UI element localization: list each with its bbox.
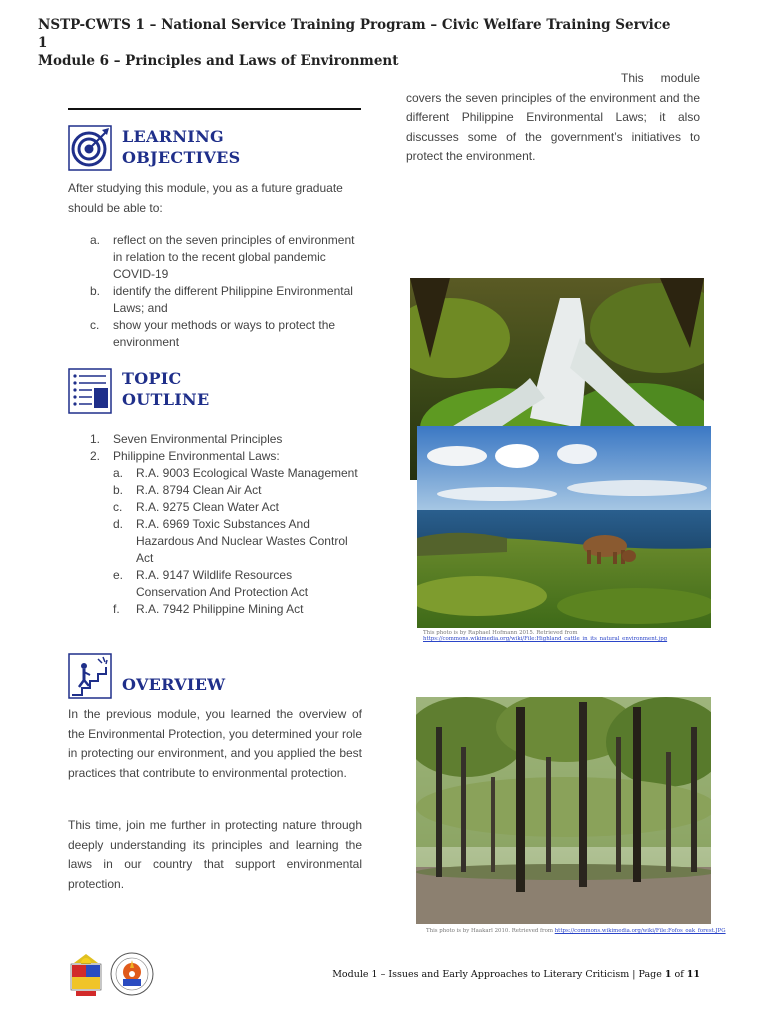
section-divider — [68, 108, 361, 110]
list-item: 2. Philippine Environmental Laws: — [90, 449, 280, 463]
overview-paragraph-1: In the previous module, you learned the overview of the Environmental Protection, you determined your role in protecting our environment, and you applied the best practices that contribute to environmental protection. — [68, 707, 362, 780]
page-number: 1 — [664, 969, 672, 980]
seal-logo — [66, 951, 106, 1002]
list-item: e. R.A. 9147 Wildlife Resources Conservation And Protection Act — [113, 568, 309, 599]
highland-cattle-photo — [417, 426, 711, 628]
list-item: c. R.A. 9275 Clean Water Act — [113, 500, 279, 514]
header-course-number: 1 — [38, 35, 48, 51]
topic-outline-list — [68, 431, 362, 465]
header-module-title: Module 6 – Principles and Laws of Environment — [38, 53, 399, 69]
overview-title: OVERVIEW — [122, 675, 226, 694]
photo-caption-1: This photo is by Raphael Hofmann 2015. Retrieved from https://commons.wikimedia.org/wiki/File:Highland_cattle_in_its_natural_environment.jpg — [423, 630, 668, 642]
list-item: f. R.A. 7942 Philippine Mining Act — [113, 602, 304, 616]
university-seal-icon — [110, 952, 154, 1001]
header-title: NSTP-CWTS 1 – National Service Training Program – Civic Welfare Training Service — [38, 17, 671, 33]
list-item: c. show your methods or ways to protect the environment — [90, 318, 336, 349]
page-footer: Module 1 – Issues and Early Approaches to Literary Criticism | Page 1 of 11 — [332, 969, 700, 980]
photo-source-link-2[interactable]: https://commons.wikimedia.org/wiki/File:Fofos_oak_forest.JPG — [554, 928, 726, 934]
objectives-lead: After studying this module, you as a future graduate should be able to: — [68, 181, 343, 215]
photo-source-link-1[interactable]: https://commons.wikimedia.org/wiki/File:Highland_cattle_in_its_natural_environment.jpg — [423, 636, 668, 642]
list-item: 1. Seven Environmental Principles — [90, 432, 283, 446]
laws-sublist — [68, 465, 362, 618]
intro-paragraph: This module covers the seven principles of the environment and the different Philippine Environmental Laws; it also discusses some of the government’s initiatives to protect the environment. — [406, 71, 700, 164]
list-item: d. R.A. 6969 Toxic Substances And Hazardous And Nuclear Wastes Control Act — [113, 517, 348, 565]
objectives-list — [68, 232, 362, 351]
learning-objectives-title: LEARNING OBJECTIVES — [122, 127, 241, 167]
target-icon — [68, 125, 112, 171]
list-item: a. reflect on the seven principles of environment in relation to the recent global pandemic COVID-19 — [90, 233, 355, 281]
list-item: b. R.A. 8794 Clean Air Act — [113, 483, 262, 497]
list-item: b. identify the different Philippine Environmental Laws; and — [90, 284, 353, 315]
list-item: a. R.A. 9003 Ecological Waste Management — [113, 466, 358, 480]
stairs-climber-icon — [68, 653, 112, 699]
photo-caption-2: This photo is by Haakarl 2010. Retrieved from https://commons.wikimedia.org/wiki/File:Fofos_oak_forest.JPG — [426, 928, 726, 934]
topic-outline-title: TOPIC OUTLINE — [122, 369, 210, 409]
overview-paragraph-2: This time, join me further in protecting nature through deeply understanding its principles and learning the laws in our country that support environmental protection. — [68, 818, 362, 891]
oak-forest-photo — [416, 697, 711, 924]
checklist-icon — [68, 368, 112, 414]
page-total: 11 — [686, 969, 700, 980]
